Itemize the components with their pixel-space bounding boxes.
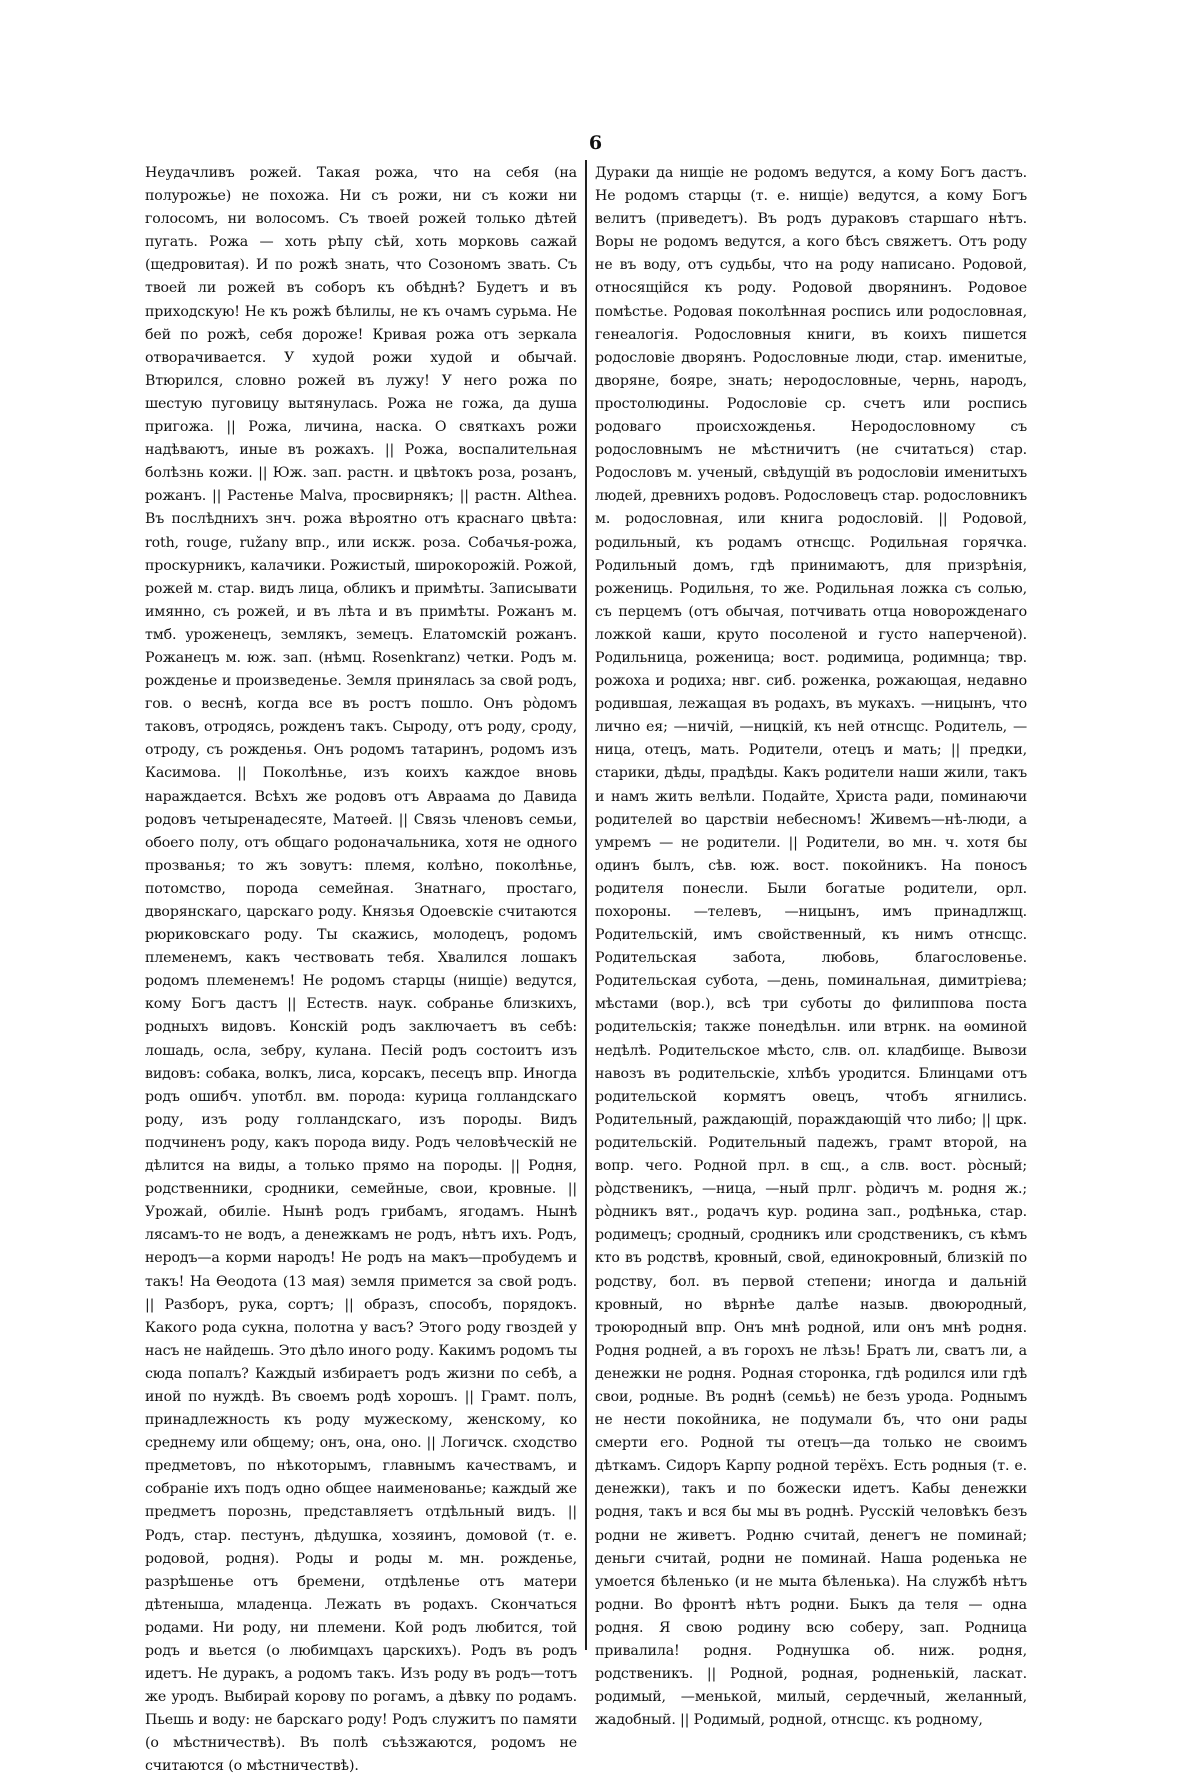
left-column <box>145 162 577 1779</box>
left-column-text: Неудачливъ рожей. Такая рожа, что на себя (на полурожье) не похожа. Ни съ рожи, ни съ кожи ни голосомъ, ни волосомъ. Съ твоей рожей только дѣтей пугать. Рожа — хоть рѣпу сѣй, хоть морковь сажай (щедровитая). И по рожѣ знать, что Созономъ звать. Съ твоей ли рожей въ соборъ къ обѣднѣ? Будетъ и въ приходскую! Не къ рожѣ бѣлилы, не къ очамъ сурьма. Не бей по рожѣ, себя дороже! Кривая рожа отъ зеркала отворачивается. У худой рожи худой и обычай. Втюрился, словно рожей въ лужу! У него рожа по шестую пуговицу вытянулась. Рожа не гожа, да душа пригожа. || Рожа, личина, наска. О святкахъ рожи надѣваютъ, иные въ рожахъ. || Рожа, воспалительная болѣзнь кожи. || Юж. зап. растн. и цвѣтокъ роза, розанъ, рожанъ. || Растенье Malva, просвирнякъ; || растн. Althea. Въ послѣднихъ знч. рожа вѣроятно отъ краснаго цвѣта: roth, rouge, ružany впр., или искж. роза. Собачья-рожа, проскурникъ, калачики. Рожистый, широкорожій. Рожой, рожей м. стар. видъ лица, обликъ и примѣты. Записывати имянно, съ рожей, и въ лѣта и въ примѣты. Рожанъ м. тмб. уроженецъ, землякъ, земецъ. Елатомскій рожанъ. Рожанецъ м. юж. зап. (нѣмц. Rosenkranz) четки. Родъ м. рожденье и произведенье. Земля принялась за свой родъ, гов. о веснѣ, когда все въ ростъ пошло. Онъ рòдомъ таковъ, отродясь, рожденъ такъ. Сыроду, отъ роду, сроду, отроду, съ рожденья. Онъ родомъ татаринъ, родомъ изъ Касимова. || Поколѣнье, изъ коихъ каждое вновь нараждается. Всѣхъ же родовъ отъ Авраама до Давида родовъ четыренадесяте, Матѳей. || Связь членовъ семьи, обоего полу, отъ общаго родоначальника, хотя не одного прозванья; то жъ зовутъ: племя, колѣно, поколѣнье, потомство, порода семейная. Знатнаго, простаго, дворянскаго, царскаго роду. Князья Одоевскіе считаются рюриковскаго роду. Ты скажись, молодецъ, родомъ племенемъ, какъ чествовать тебя. Хвалился лошакъ родомъ племенемъ! Не родомъ старцы (нищіе) ведутся, кому Богъ дастъ || Естеств. наук. собранье близкихъ, родныхъ видовъ. Конскій родъ заключаетъ въ себѣ: лошадь, осла, зебру, кулана. Песій родъ состоитъ изъ видовъ: собака, волкъ, лиса, корсакъ, песецъ впр. Иногда родъ ошибч. употбл. вм. порода: курица голландскаго роду, изъ роду голландскаго, изъ породы. Видъ подчиненъ роду, какъ порода виду. Родъ человѣческій не дѣлится на виды, а только прямо на породы. || Родня, родственники, сродники, семейные, свои, кровные. || Урожай, обиліе. Нынѣ родъ грибамъ, ягодамъ. Нынѣ лясамъ-то не водъ, а денежкамъ не родъ, нѣтъ ихъ. Родъ, неродъ—а корми народъ! Не родъ на макъ—пробудемъ и такъ! На Ѳеодота (13 мая) земля примется за свой родъ. || Разборъ, рука, сортъ; || образъ, способъ, порядокъ. Какого рода сукна, полотна у васъ? Этого роду гвоздей у насъ не найдешь. Это дѣло иного роду. Какимъ родомъ ты сюда попалъ? Каждый избираетъ родъ жизни по себѣ, а иной по нуждѣ. Въ своемъ родѣ хорошъ. || Грамт. полъ, принадлежность къ роду мужескому, женскому, ко среднему или общему; онъ, она, оно. || Логичск. сходство предметовъ, по нѣкоторымъ, главнымъ качествамъ, и собраніе ихъ подъ одно общее наименованье; каждый же предметъ порознь, представляетъ отдѣльный видъ. || Родъ, стар. пестунъ, дѣдушка, хозяинъ, домовой (т. е. родовой, родня). Роды и роды м. мн. рожденье, разрѣшенье отъ бремени, отдѣленье отъ матери дѣтеныша, младенца. Лежать въ родахъ. Скончаться родами. Ни роду, ни племени. Кой родъ любится, той родъ и вьется (о любимцахъ царскихъ). Родъ въ родъ идетъ. Не дуракъ, а родомъ такъ. Изъ роду въ родъ—тотъ же уродъ. Выбирай корову по рогамъ, а дѣвку по родамъ. Пьешь и воду: не барскаго роду! Родъ служитъ по памяти (о мѣстничествѣ). Въ полѣ съѣзжаются, родомъ не считаются (о мѣстничествѣ). <box>145 165 577 1775</box>
page-number: 6 <box>588 132 603 154</box>
right-column <box>595 162 1027 1732</box>
right-column-text: Дураки да нищіе не родомъ ведутся, а кому Богъ дастъ. Не родомъ старцы (т. е. нищіе) ведутся, а кому Богъ велитъ (приведетъ). Въ родъ дураковъ старшаго нѣтъ. Воры не родомъ ведутся, а кого бѣсъ свяжетъ. Отъ роду не въ воду, отъ судьбы, что на роду написано. Родовой, относящійся къ роду. Родовой дворянинъ. Родовое помѣстье. Родовая поколѣнная роспись или родословная, генеалогія. Родословныя книги, въ коихъ пишется родословіе дворянъ. Родословные люди, стар. именитые, дворяне, бояре, знать; неродословные, чернь, народъ, простолюдины. Родословіе ср. счетъ или роспись родоваго происхожденья. Неродословному съ родословнымъ не мѣстничитъ (не считаться) стар. Родословъ м. ученый, свѣдущій въ родословіи именитыхъ людей, древнихъ родовъ. Родословецъ стар. родословникъ м. родословная, или книга родословій. || Родовой, родильный, къ родамъ отнсщс. Родильная горячка. Родильный домъ, гдѣ принимаютъ, для призрѣнія, рожениць. Родильня, то же. Родильная ложка съ солью, съ перцемъ (отъ обычая, потчивать отца новорожденаго ложкой каши, круто посоленой и густо наперченой). Родильница, роженица; вост. родимица, родимнца; твр. рожоха и родиха; нвг. сиб. роженка, рожающая, недавно родившая, лежащая въ родахъ, въ мукахъ. —ницынъ, что лично ея; —ничій, —ницкій, къ ней отнсщс. Родитель, —ница, отецъ, мать. Родители, отецъ и мать; || предки, старики, дѣды, прадѣды. Какъ родители наши жили, такъ и намъ жить велѣли. Подайте, Христа ради, поминаючи родителей во царствіи небесномъ! Живемъ—нѣ-люди, а умремъ — не родители. || Родители, во мн. ч. хотя бы одинъ былъ, сѣв. юж. вост. покойникъ. На поносъ родителя понесли. Были богатые родители, орл. похороны. —телевъ, —ницынъ, имъ принадлжщ. Родительскій, имъ свойственный, къ нимъ отнсщс. Родительская забота, любовь, благословенье. Родительская субота, —день, поминальная, димитріева; мѣстами (вор.), всѣ три суботы до филиппова поста родительскія; также понедѣльн. или втрнк. на ѳоминой недѣлѣ. Родительское мѣсто, слв. ол. кладбище. Вывози навозъ въ родительскіе, хлѣбъ уродится. Блинцами отъ родительской кормятъ овецъ, чтобъ ягнились. Родительный, раждающій, пораждающій что либо; || црк. родительскій. Родительный падежъ, грамт второй, на вопр. чего. Родной прл. в сщ., а слв. вост. рòсный; рòдственикъ, —ница, —ный прлг. рòдичъ м. родня ж.; рòдникъ вят., родачъ кур. родина зап., родѣнька, стар. родимецъ; сродный, сродникъ или сродственикъ, съ кѣмъ кто въ родствѣ, кровный, свой, единокровный, близкій по родству, бол. въ первой степени; иногда и дальній кровный, но вѣрнѣе далѣе назыв. двоюродный, троюродный впр. Онъ мнѣ родной, или онъ мнѣ родня. Родня родней, а въ горохъ не лѣзь! Братъ ли, сватъ ли, а денежки не родня. Родная сторонка, гдѣ родился или гдѣ свои, родные. Въ роднѣ (семьѣ) не безъ урода. Роднымъ не нести покойника, не подумали бъ, что они рады смерти его. Родной ты отецъ—да только не своимъ дѣткамъ. Сидоръ Карпу родной терёхъ. Есть родныя (т. е. денежки), такъ и по божески идетъ. Кабы денежки родня, такъ и вся бы мы въ роднѣ. Русскій человѣкъ безъ родни не живетъ. Родню считай, денегъ не поминай; деньги считай, родни не поминай. Наша роденька не умоется бѣленько (и не мыта бѣленька). На службѣ нѣтъ родни. Во фронтѣ нѣтъ родни. Быкъ да теля — одна родня. Я свою родину всю соберу, зап. Родница привалила! родня. Роднушка об. ниж. родня, родственикъ. || Родной, родная, родненькій, ласкат. родимый, —менькой, милый, сердечный, желанный, жадобный. || Родимый, родной, отнсщс. къ родному, <box>595 165 1027 1729</box>
column-divider <box>585 160 587 1650</box>
